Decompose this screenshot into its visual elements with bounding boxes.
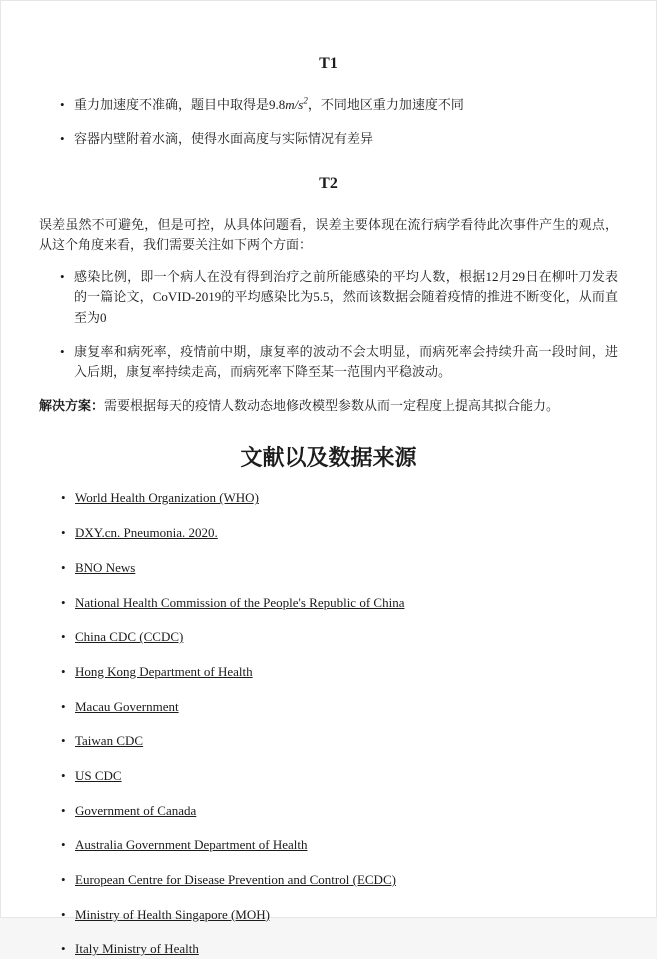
math-expression — [269, 97, 308, 112]
reference-link-bno-news[interactable]: BNO News — [75, 559, 136, 575]
math-number: 9.8 — [269, 97, 286, 112]
list-item — [60, 524, 618, 542]
reference-link-singapore-moh[interactable]: Ministry of Health Singapore (MOH) — [75, 906, 270, 922]
list-item — [60, 906, 618, 924]
list-item — [60, 802, 618, 820]
math-unit: m/s — [285, 97, 304, 112]
reference-link-nhc-china[interactable]: National Health Commission of the People's Republic of China — [75, 594, 405, 610]
t1-bullet-list — [39, 95, 618, 149]
reference-link-macau-government[interactable]: Macau Government — [75, 698, 179, 714]
list-item — [60, 663, 618, 681]
bullet-text: 重力加速度不准确，题目中取得是 — [74, 97, 270, 112]
list-item — [60, 489, 618, 507]
list-item — [60, 836, 618, 854]
reference-link-government-of-canada[interactable]: Government of Canada — [75, 802, 197, 818]
list-item — [60, 767, 618, 785]
reference-link-taiwan-cdc[interactable]: Taiwan CDC — [75, 733, 144, 749]
reference-link-ecdc[interactable]: European Centre for Disease Prevention and Control (ECDC) — [75, 872, 396, 888]
references-heading: 文献以及数据来源 — [240, 445, 417, 471]
reference-link-hong-kong-doh[interactable]: Hong Kong Department of Health — [75, 663, 253, 679]
section-heading-t1: T1 — [319, 55, 338, 72]
t2-intro-paragraph: 误差虽然不可避免，但是可控，从具体问题看，误差主要体现在流行病学看待此次事件产生的观点，从这个角度来看，我们需要关注如下两个方面： — [39, 217, 618, 252]
list-item — [60, 559, 618, 577]
solution-text: 需要根据每天的疫情人数动态地修改模型参数从而一定程度上提高其拟合能力。 — [104, 397, 560, 413]
list-item: • 感染比例，即一个病人在没有得到治疗之前所能感染的平均人数，根据12月29日在柳叶刀发表的一篇论文，CoVID-2019的平均感染比为5.5，然而该数据会随着疫情的推进不断变化，从而直至为0 — [59, 267, 618, 327]
list-item — [60, 698, 618, 716]
solution-label: 解决方案： — [39, 397, 105, 413]
list-item — [60, 940, 618, 958]
list-item: • 康复率和病死率，疫情前中期，康复率的波动不会太明显，而病死率会持续升高一段时间，进入后期，康复率持续走高，而病死率下降至某一范围内平稳波动。 — [59, 342, 618, 382]
reference-link-italy-moh[interactable]: Italy Ministry of Health — [75, 941, 199, 957]
list-item: • 容器内壁附着水滴，使得水面高度与实际情况有差异 — [59, 129, 618, 149]
math-superscript: 2 — [303, 95, 308, 106]
bullet-text: ，不同地区重力加速度不同 — [307, 97, 464, 112]
reference-link-australia-doh[interactable]: Australia Government Department of Health — [75, 837, 308, 853]
t2-bullet-list — [39, 267, 618, 382]
solution-paragraph — [39, 396, 618, 416]
list-item — [59, 95, 618, 115]
reference-link-who[interactable]: World Health Organization (WHO) — [75, 490, 259, 506]
list-item — [60, 871, 618, 889]
reference-link-china-cdc[interactable]: China CDC (CCDC) — [75, 629, 184, 645]
list-item — [60, 732, 618, 750]
section-heading-t2: T2 — [319, 175, 338, 193]
list-item — [60, 594, 618, 612]
reference-link-dxy[interactable]: DXY.cn. Pneumonia. 2020. — [75, 525, 218, 541]
list-item — [60, 628, 618, 646]
reference-link-us-cdc[interactable]: US CDC — [75, 767, 122, 783]
references-list — [39, 489, 618, 958]
